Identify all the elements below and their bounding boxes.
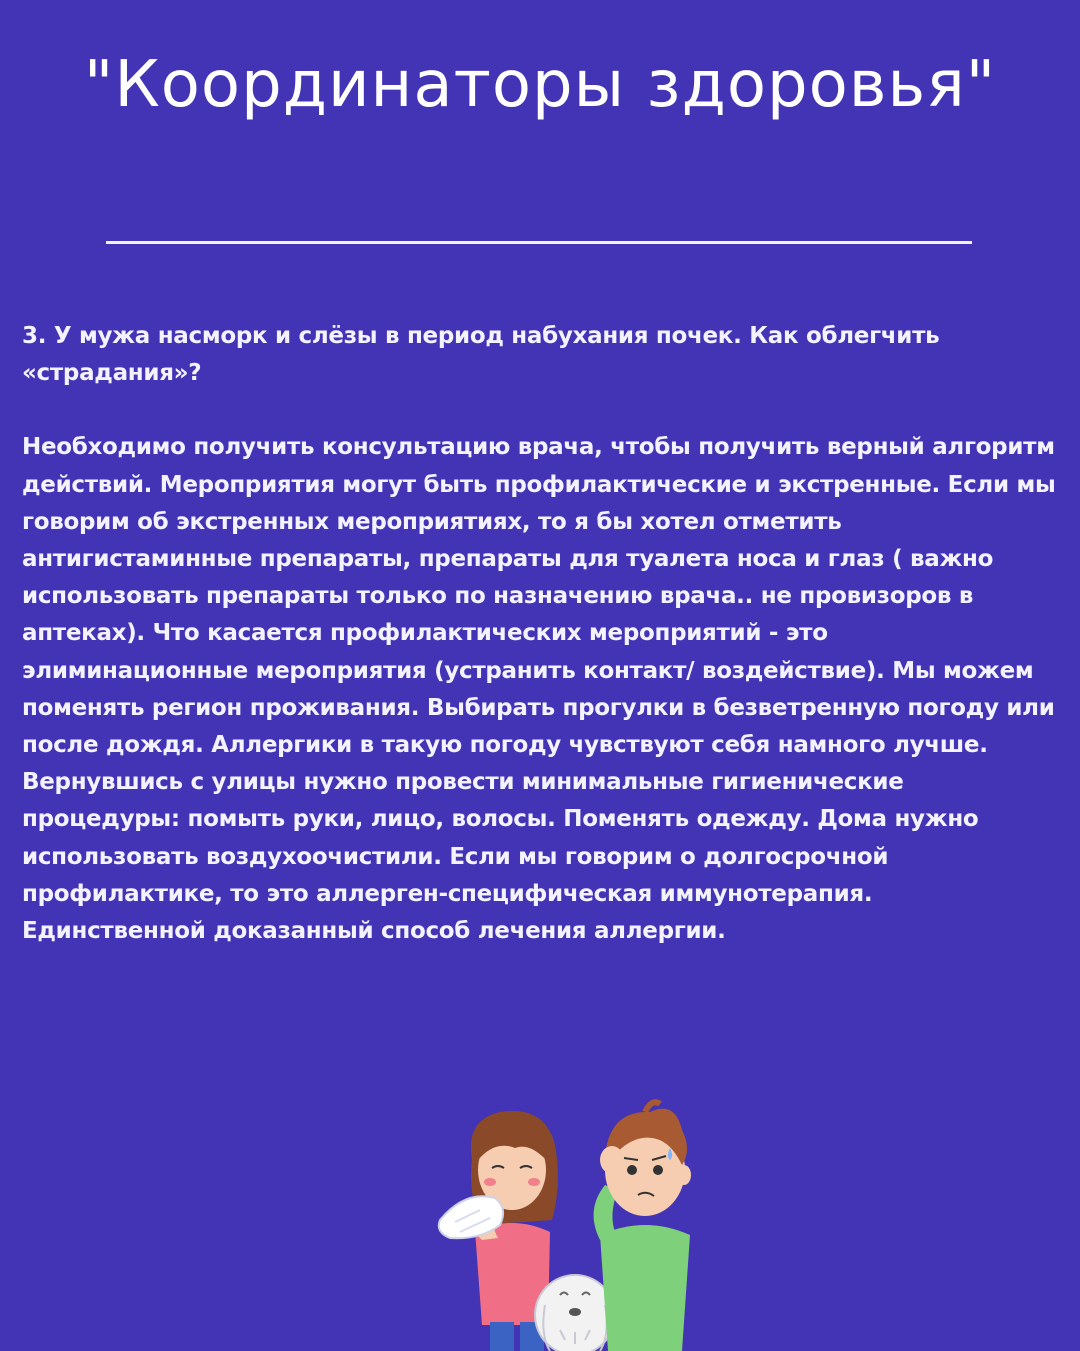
- question-text: 3. У мужа насморк и слёзы в период набухания почек. Как облегчить «страдания»?: [22, 323, 940, 387]
- article-body: [22, 318, 1058, 950]
- fluffy-dog-figure: [535, 1275, 615, 1351]
- allergy-family-illustration: [420, 1090, 720, 1351]
- title-divider: [106, 241, 972, 244]
- page-title: "Координаторы здоровья": [83, 48, 997, 122]
- man-scratching-head-figure: [594, 1102, 691, 1351]
- answer-text: Необходимо получить консультацию врача, чтобы получить верный алгоритм действий. Мероприятия могут быть профилактические и экстренные. Если мы говорим об экстренных мероприятиях, то я бы хотел отметить антигистаминные препараты, препараты для туалета носа и глаз ( важно использовать препараты только по назначению врача.. не провизоров в аптеках). Что касается профилактических мероприятий - это элиминационные мероприятия (устранить контакт/ воздействие). Мы можем поменять регион проживания. Выбирать прогулки в безветренную погоду или после дождя. Аллергики в такую погоду чувствуют себя намного лучше. Вернувшись с улицы нужно провести минимальные гигиенические процедуры: помыть руки, лицо, волосы. Поменять одежду. Дома нужно использовать воздухоочистили. Если мы говорим о долгосрочной профилактике, то это аллерген-специфическая иммунотерапия. Единственной доказанный способ лечения аллергии.: [22, 434, 1056, 945]
